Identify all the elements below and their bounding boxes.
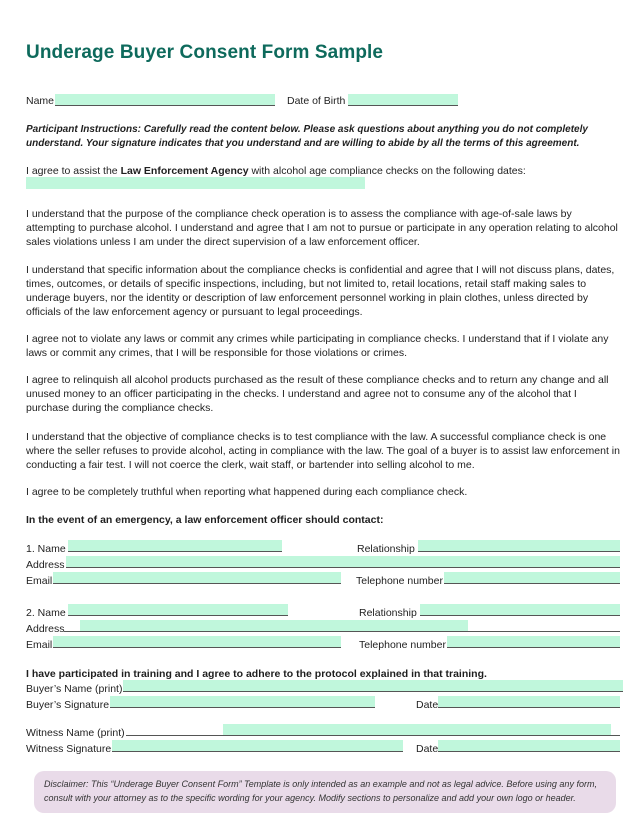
agree-prefix: I agree to assist the [26,165,121,177]
buyer-signature-label: Buyer’s Signature [26,699,110,711]
contact2-relationship-field[interactable] [420,604,620,616]
witness-date-label: Date [416,743,439,755]
dob-label: Date of Birth [287,95,346,107]
paragraph-objective: I understand that the objective of compliance checks is to test compliance with the law. A successful compliance check is one where the seller refuses to provide alcohol, acting in compliance with the law. The goal of a buyer is to assist law enforcement in conducting a fair test. I will not coerce the clerk, wait staff, or bartender into selling alcohol to me. [26,431,620,471]
contact2-email-field[interactable] [53,636,341,648]
contact1-address-label: Address [26,559,65,571]
contact1-relationship-label: Relationship [357,543,415,555]
contact1-telephone-label: Telephone number [356,575,443,587]
agree-suffix: with alcohol age compliance checks on the following dates: [248,165,526,177]
training-heading: I have participated in training and I agree to adhere to the protocol explained in that training. [26,668,487,680]
contact2-telephone-field[interactable] [447,636,620,648]
witness-date-field[interactable] [438,740,620,752]
buyer-name-label: Buyer’s Name (print) [26,683,123,695]
contact2-name-label: 2. Name [26,607,66,619]
dates-field[interactable] [26,177,365,189]
contact2-name-field[interactable] [68,604,288,616]
contact1-name-label: 1. Name [26,543,66,555]
agree-statement [26,164,622,178]
disclaimer-box [34,771,616,813]
contact2-telephone-label: Telephone number [359,639,446,651]
contact2-relationship-label: Relationship [359,607,417,619]
buyer-date-field[interactable] [438,696,620,708]
witness-name-line-end [611,724,620,736]
contact1-telephone-field[interactable] [444,572,620,584]
buyer-signature-field[interactable] [110,696,375,708]
witness-name-label: Witness Name (print) [26,727,125,739]
instructions-text: Participant Instructions: Carefully read the content below. Please ask questions about anything you do not completely understand. Your signature indicates that you understand and are willing to abide by all the terms of this agreement. [26,124,588,149]
paragraph-truthful: I agree to be completely truthful when reporting what happened during each compliance check. [26,486,468,498]
name-field[interactable] [55,94,275,106]
emergency-heading: In the event of an emergency, a law enforcement officer should contact: [26,514,384,526]
contact2-address-label: Address [26,623,65,635]
contact1-email-field[interactable] [53,572,341,584]
buyer-date-label: Date [416,699,439,711]
witness-name-line-start [126,724,223,736]
paragraph-purpose: I understand that the purpose of the compliance check operation is to assess the compliance with age-of-sale laws by attempting to purchase alcohol. I understand and agree that I am not to pursue or participate in any operation relating to alcohol sales violations unless I am under the direct supervision of a law enforcement officer. [26,208,618,248]
contact1-email-label: Email [26,575,53,587]
contact1-relationship-field[interactable] [418,540,620,552]
contact2-address-line-start [64,620,80,632]
buyer-name-field[interactable] [123,680,623,692]
paragraph-relinquish: I agree to relinquish all alcohol products purchased as the result of these compliance checks and to return any change and all unused money to an officer participating in the checks. I understand and agree not to consume any of the alcohol that I purchase during the compliance checks. [26,374,609,414]
disclaimer-text: Disclaimer: This “Underage Buyer Consent Form” Template is only intended as an example and not as legal advice. Before using any form, consult with your attorney as to the specific wording for your agency. Modify sections to personalize and add your own logo or header. [44,779,597,803]
contact2-address-line-end [468,620,620,632]
paragraph-laws: I agree not to violate any laws or commit any crimes while participating in compliance checks. I understand that if I violate any laws or commit any crimes, that I will be responsible for those violations or crimes. [26,333,609,359]
contact1-address-field[interactable] [66,556,620,568]
contact2-address-field[interactable] [80,620,468,632]
agency-name: Law Enforcement Agency [120,165,249,177]
contact1-name-field[interactable] [68,540,282,552]
contact2-email-label: Email [26,639,53,651]
witness-name-field[interactable] [223,724,611,736]
paragraph-confidential: I understand that specific information about the compliance checks is confidential and agree that I will not discuss plans, dates, times, outcomes, or details of specific inspections, including, but not limited to, retail locations, retail staff making sales to underage buyers, nor the identity or description of law enforcement personnel working in plain clothes, unless directed by officials of the law enforcement agency or pursuant to legal proceedings. [26,264,615,318]
dob-field[interactable] [348,94,458,106]
witness-signature-label: Witness Signature [26,743,112,755]
witness-signature-field[interactable] [112,740,403,752]
page-title: Underage Buyer Consent Form Sample [26,42,384,63]
name-label: Name [26,95,55,107]
